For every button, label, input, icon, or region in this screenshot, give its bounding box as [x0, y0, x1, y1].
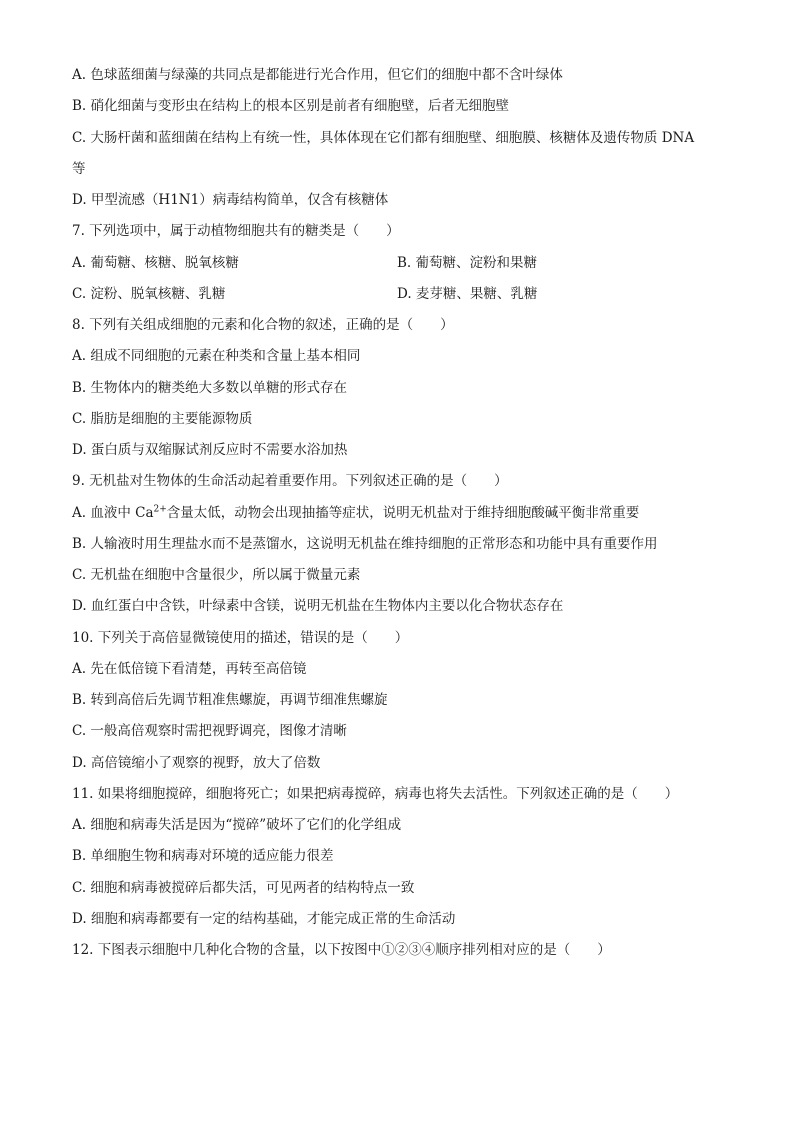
q11-option-b: B. 单细胞生物和病毒对环境的适应能力很差	[72, 848, 334, 864]
q6-option-a: A. 色球蓝细菌与绿藻的共同点是都能进行光合作用，但它们的细胞中都不含叶绿体	[72, 67, 563, 83]
q6-option-b: B. 硝化细菌与变形虫在结构上的根本区别是前者有细胞壁，后者无细胞壁	[72, 98, 510, 114]
q9-stem: 9. 无机盐对生物体的生命活动起着重要作用。下列叙述正确的是（ ）	[72, 473, 508, 489]
q11-stem: 11. 如果将细胞搅碎，细胞将死亡；如果把病毒搅碎，病毒也将失去活性。下列叙述正确的是（ ）	[72, 786, 679, 802]
q9-option-b: B. 人输液时用生理盐水而不是蒸馏水，这说明无机盐在维持细胞的正常形态和功能中具有重要作用	[72, 536, 658, 552]
q11-option-a: A. 细胞和病毒失活是因为“搅碎”破坏了它们的化学组成	[72, 817, 402, 833]
q6-option-c-line2: 等	[72, 161, 86, 177]
q9-option-a-superscript: 2+	[153, 504, 167, 515]
q10-option-c: C. 一般高倍观察时需把视野调亮，图像才清晰	[72, 723, 347, 739]
q9-option-c: C. 无机盐在细胞中含量很少，所以属于微量元素	[72, 567, 361, 583]
q11-option-c: C. 细胞和病毒被搅碎后都失活，可见两者的结构特点一致	[72, 880, 415, 896]
q10-option-d: D. 高倍镜缩小了观察的视野，放大了倍数	[72, 755, 321, 771]
q7-option-b: B. 葡萄糖、淀粉和果糖	[397, 255, 538, 271]
q7-option-d: D. 麦芽糖、果糖、乳糖	[397, 286, 538, 302]
q8-option-b: B. 生物体内的糖类绝大多数以单糖的形式存在	[72, 380, 348, 396]
q8-stem: 8. 下列有关组成细胞的元素和化合物的叙述，正确的是（ ）	[72, 317, 454, 333]
q12-stem: 12. 下图表示细胞中几种化合物的含量，以下按图中①②③④顺序排列相对应的是（ ）	[72, 942, 611, 958]
q7-stem: 7. 下列选项中，属于动植物细胞共有的糖类是（ ）	[72, 223, 400, 239]
q9-option-a	[72, 503, 732, 523]
q9-option-a-pre: A. 血液中 Ca	[72, 505, 154, 521]
q8-option-a: A. 组成不同细胞的元素在种类和含量上基本相同	[72, 348, 361, 364]
q8-option-c: C. 脂肪是细胞的主要能源物质	[72, 411, 253, 427]
q10-option-a: A. 先在低倍镜下看清楚，再转至高倍镜	[72, 661, 307, 677]
q7-option-a: A. 葡萄糖、核糖、脱氧核糖	[72, 255, 239, 271]
q11-option-d: D. 细胞和病毒都要有一定的结构基础，才能完成正常的生命活动	[72, 911, 456, 927]
q9-option-a-post: 含量太低，动物会出现抽搐等症状，说明无机盐对于维持细胞酸碱平衡非常重要	[166, 505, 640, 521]
q7-option-c: C. 淀粉、脱氧核糖、乳糖	[72, 286, 226, 302]
q10-option-b: B. 转到高倍后先调节粗准焦螺旋，再调节细准焦螺旋	[72, 692, 388, 708]
q8-option-d: D. 蛋白质与双缩脲试剂反应时不需要水浴加热	[72, 442, 348, 458]
q6-option-d: D. 甲型流感（H1N1）病毒结构简单，仅含有核糖体	[72, 192, 389, 208]
q10-stem: 10. 下列关于高倍显微镜使用的描述，错误的是（ ）	[72, 630, 409, 646]
q6-option-c-line1: C. 大肠杆菌和蓝细菌在结构上有统一性，具体体现在它们都有细胞壁、细胞膜、核糖体及遗传物质 DNA	[72, 130, 695, 146]
q9-option-d: D. 血红蛋白中含铁，叶绿素中含镁，说明无机盐在生物体内主要以化合物状态存在	[72, 598, 564, 614]
